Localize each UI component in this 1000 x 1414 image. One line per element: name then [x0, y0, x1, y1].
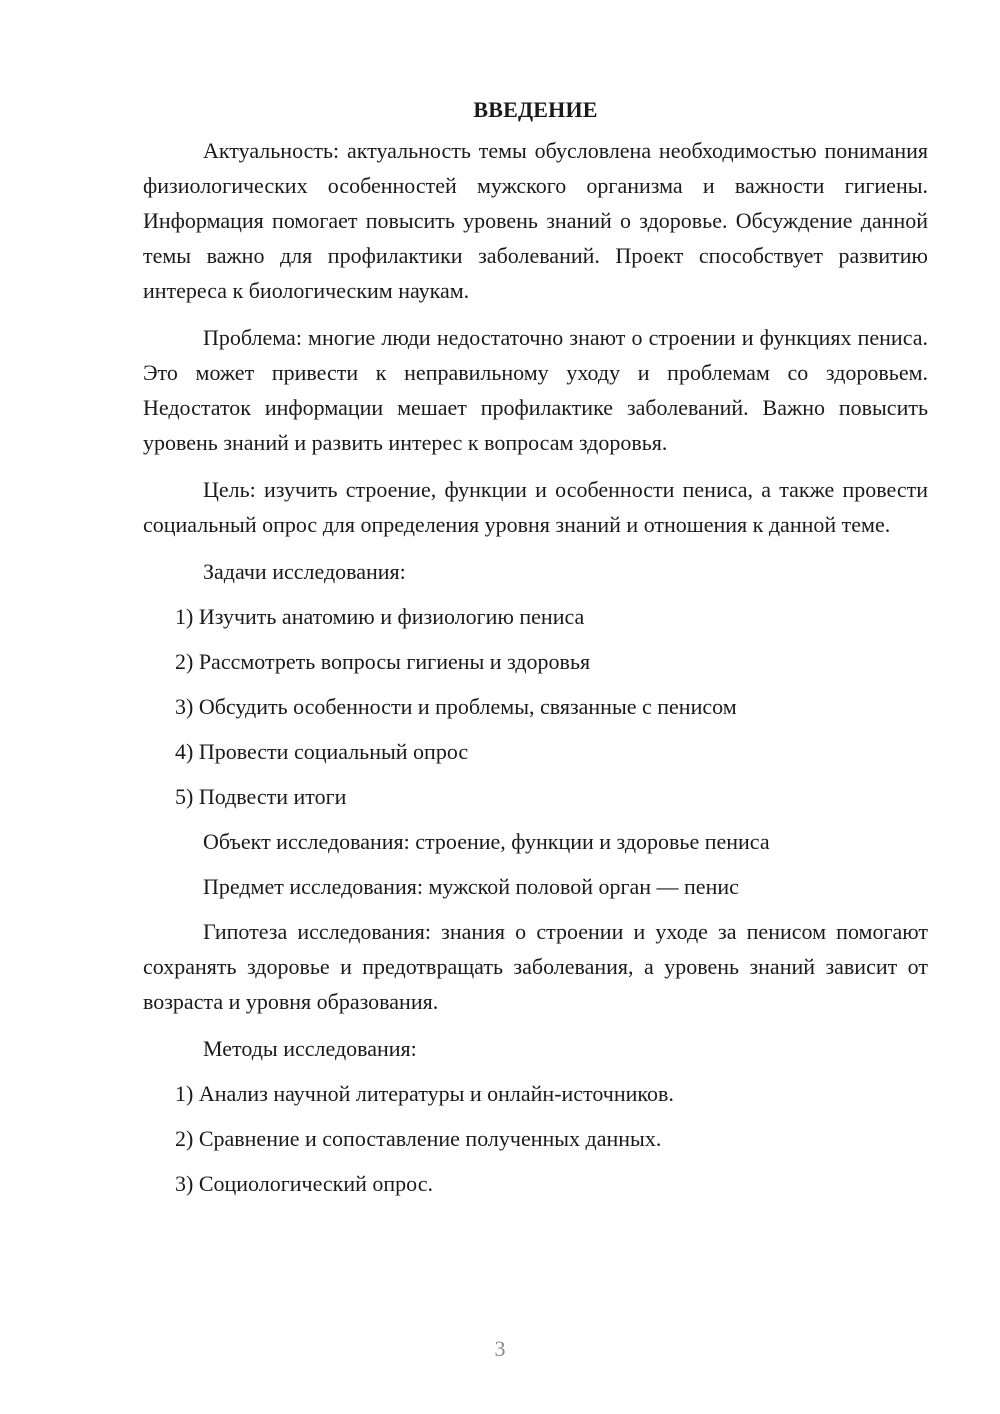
method-item: 1) Анализ научной литературы и онлайн-источников. [175, 1081, 674, 1106]
research-object: Объект исследования: строение, функции и здоровье пениса [203, 829, 770, 854]
method-item: 2) Сравнение и сопоставление полученных данных. [175, 1126, 662, 1151]
problem-paragraph: Проблема: многие люди недостаточно знают о строении и функциях пениса. Это может привести к неправильному уходу и проблемам со здоровьем. Недостаток информации мешает профилактике заболеваний. Важно повысить уровень знаний и развить интерес к вопросам здоровья. [143, 325, 928, 455]
methods-heading: Методы исследования: [203, 1036, 417, 1061]
task-item: 3) Обсудить особенности и проблемы, связанные с пенисом [175, 694, 737, 719]
document-page [143, 92, 928, 1211]
task-item: 5) Подвести итоги [175, 784, 347, 809]
relevance-paragraph: Актуальность: актуальность темы обусловлена необходимостью понимания физиологических особенностей мужского организма и важности гигиены. Информация помогает повысить уровень знаний о здоровье. Обсуждение данной темы важно для профилактики заболеваний. Проект способствует развитию интереса к биологическим наукам. [143, 138, 928, 303]
goal-paragraph: Цель: изучить строение, функции и особенности пениса, а также провести социальный опрос для определения уровня знаний и отношения к данной теме. [143, 477, 928, 537]
section-title: ВВЕДЕНИЕ [473, 97, 598, 122]
tasks-heading: Задачи исследования: [203, 559, 406, 584]
method-item: 3) Социологический опрос. [175, 1171, 433, 1196]
research-subject: Предмет исследования: мужской половой орган — пенис [203, 874, 739, 899]
task-item: 4) Провести социальный опрос [175, 739, 469, 764]
page-number: 3 [494, 1336, 506, 1361]
task-item: 2) Рассмотреть вопросы гигиены и здоровья [175, 649, 591, 674]
task-item: 1) Изучить анатомию и физиологию пениса [175, 604, 585, 629]
hypothesis-paragraph: Гипотеза исследования: знания о строении и уходе за пенисом помогают сохранять здоровье и предотвращать заболевания, а уровень знаний зависит от возраста и уровня образования. [143, 919, 928, 1014]
